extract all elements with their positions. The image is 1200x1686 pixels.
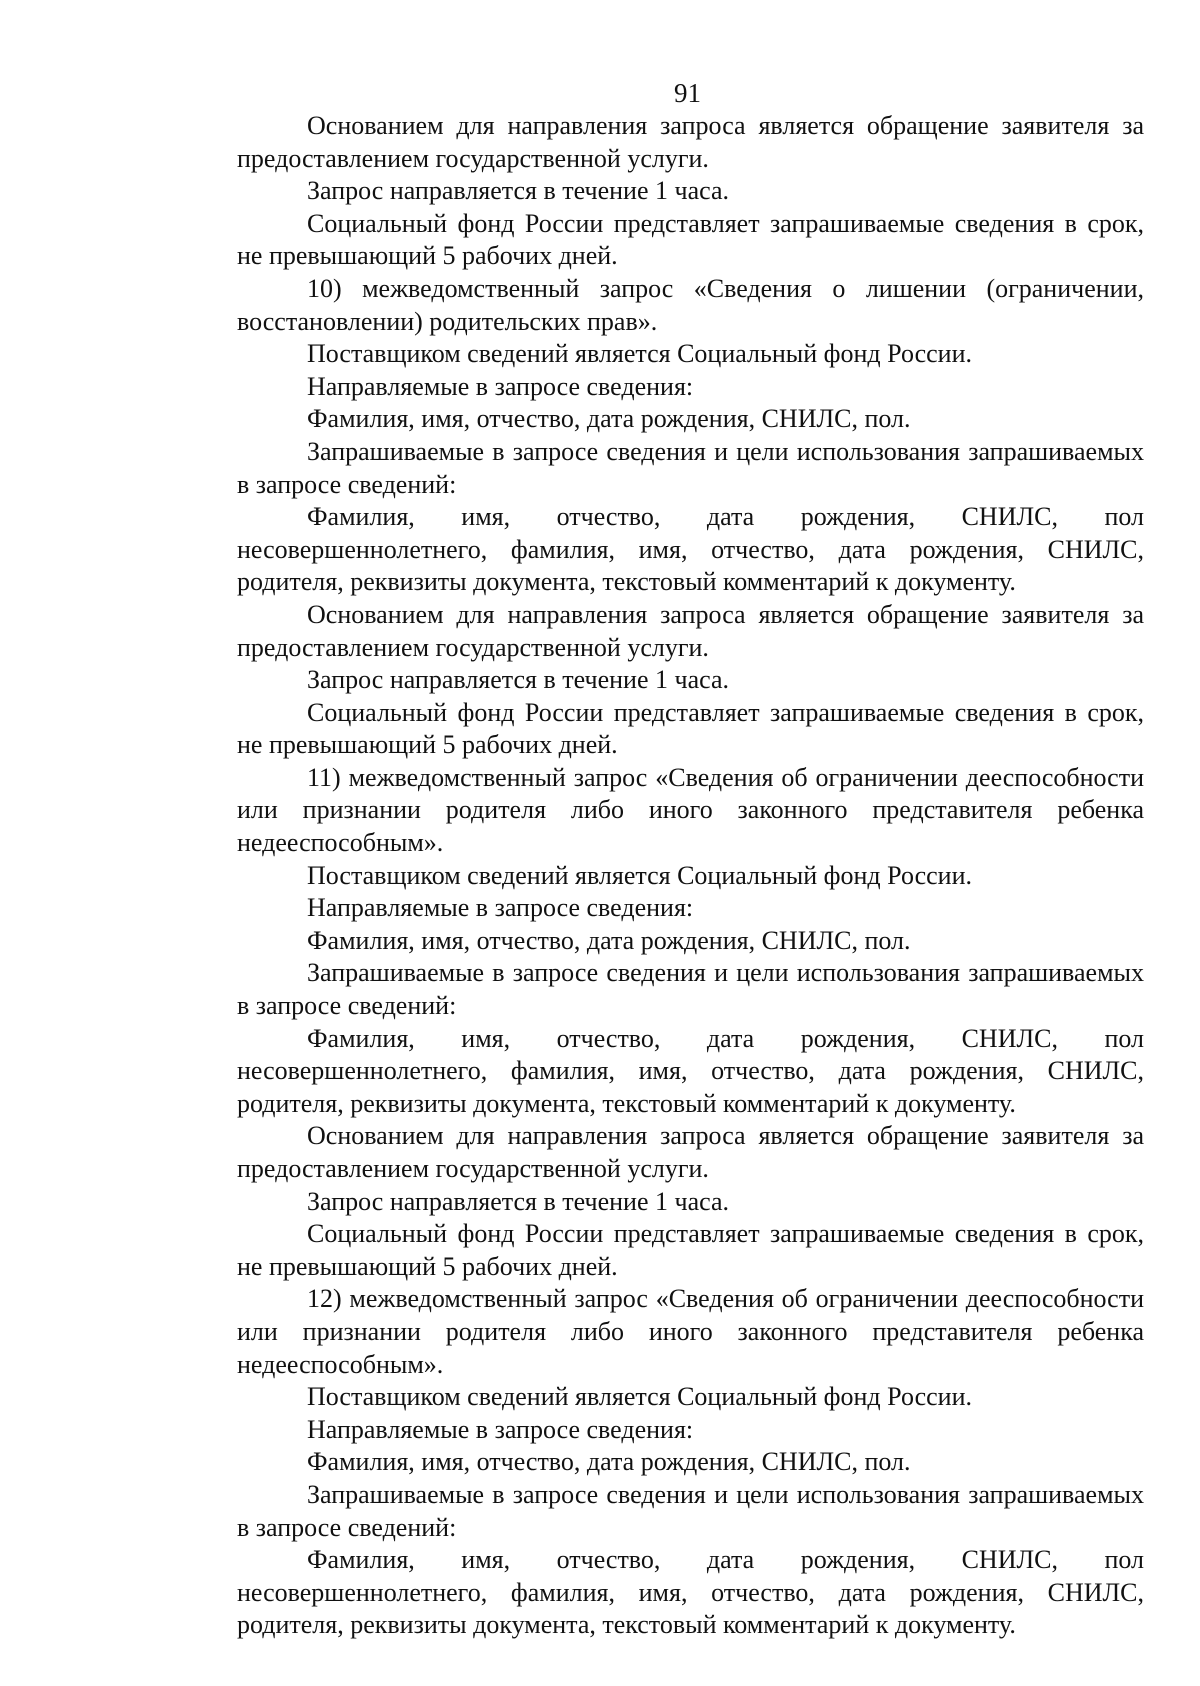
paragraph: Запрос направляется в течение 1 часа. (307, 176, 730, 206)
paragraph: Направляемые в запросе сведения: (307, 893, 694, 923)
paragraph: Фамилия, имя, отчество, дата рождения, СНИЛС, пол. (307, 404, 911, 434)
paragraph: Социальный фонд России представляет запрашиваемые сведения в срок, не превышающий 5 рабочих дней. (237, 208, 1144, 271)
paragraph: Поставщиком сведений является Социальный фонд России. (307, 1382, 973, 1412)
paragraph: Социальный фонд России представляет запрашиваемые сведения в срок, не превышающий 5 рабочих дней. (237, 1219, 1144, 1281)
paragraph: 10) межведомственный запрос «Сведения о лишении (ограничении, восстановлении) родительских прав». (237, 273, 1144, 336)
paragraph: 11) межведомственный запрос «Сведения об ограничении дееспособности или признании родителя либо иного законного представителя ребенка недееспособным». (237, 762, 1144, 858)
paragraph: Запрашиваемые в запросе сведения и цели использования запрашиваемых в запросе сведений: (237, 958, 1144, 1021)
paragraph: Фамилия, имя, отчество, дата рождения, СНИЛС, пол. (307, 1447, 911, 1477)
paragraph: Запрашиваемые в запросе сведения и цели использования запрашиваемых в запросе сведений: (237, 436, 1144, 499)
paragraph: Социальный фонд России представляет запрашиваемые сведения в срок, не превышающий 5 рабочих дней. (237, 697, 1144, 760)
paragraph: Основанием для направления запроса является обращение заявителя за предоставлением государственной услуги. (237, 599, 1144, 662)
paragraph: Основанием для направления запроса является обращение заявителя за предоставлением государственной услуги. (237, 111, 1144, 173)
paragraph: Запрос направляется в течение 1 часа. (307, 1186, 730, 1216)
paragraph: Фамилия, имя, отчество, дата рождения, СНИЛС, пол несовершеннолетнего, фамилия, имя, отчество, дата рождения, СНИЛС, родителя, реквизиты документа, текстовый комментарий к документу. (237, 1023, 1144, 1118)
paragraph: Направляемые в запросе сведения: (307, 371, 694, 401)
paragraph: 12) межведомственный запрос «Сведения об ограничении дееспособности или признании родителя либо иного законного представителя ребенка недееспособным». (237, 1284, 1144, 1379)
document-body (237, 110, 1144, 1642)
paragraph: Основанием для направления запроса является обращение заявителя за предоставлением государственной услуги. (237, 1121, 1144, 1183)
paragraph: Запрашиваемые в запросе сведения и цели использования запрашиваемых в запросе сведений: (237, 1479, 1144, 1542)
paragraph: Поставщиком сведений является Социальный фонд России. (307, 860, 973, 890)
paragraph: Фамилия, имя, отчество, дата рождения, СНИЛС, пол. (307, 925, 911, 955)
page-number: 91 (674, 78, 701, 108)
paragraph: Фамилия, имя, отчество, дата рождения, СНИЛС, пол несовершеннолетнего, фамилия, имя, отчество, дата рождения, СНИЛС, родителя, реквизиты документа, текстовый комментарий к документу. (237, 1545, 1144, 1640)
paragraph: Поставщиком сведений является Социальный фонд России. (307, 339, 973, 369)
paragraph: Фамилия, имя, отчество, дата рождения, СНИЛС, пол несовершеннолетнего, фамилия, имя, отчество, дата рождения, СНИЛС, родителя, реквизиты документа, текстовый комментарий к документу. (237, 502, 1144, 597)
paragraph: Запрос направляется в течение 1 часа. (307, 665, 730, 695)
paragraph: Направляемые в запросе сведения: (307, 1414, 694, 1444)
